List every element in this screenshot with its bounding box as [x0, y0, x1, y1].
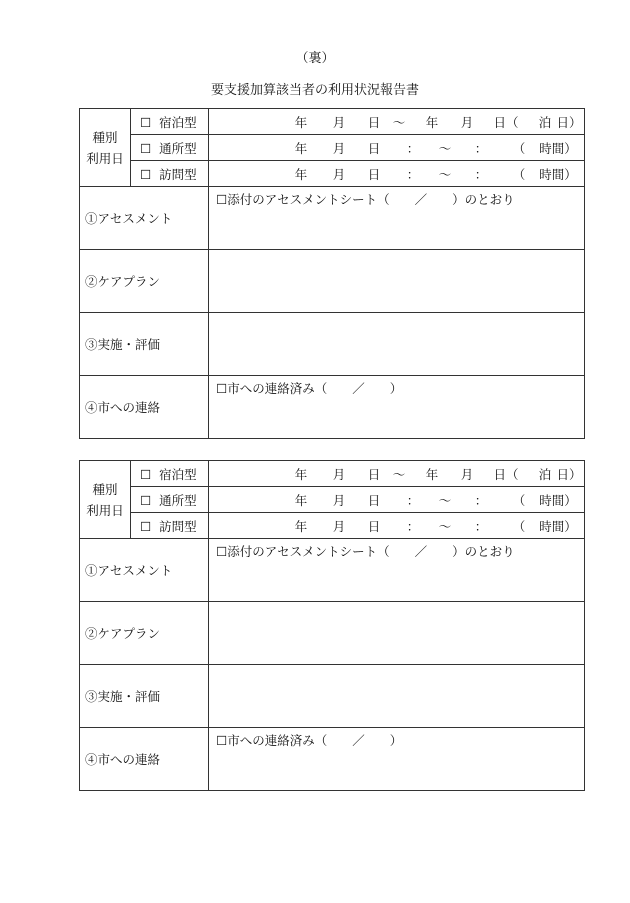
date-token: ：	[474, 166, 488, 182]
city-contact-field[interactable]	[209, 728, 585, 791]
date-token: 年	[294, 166, 308, 182]
daycare-row	[80, 487, 585, 513]
date-token: （	[512, 518, 526, 534]
evaluation-field[interactable]	[209, 665, 585, 728]
visit-row	[80, 513, 585, 539]
lodging-row	[80, 461, 585, 487]
date-token: 時間）	[539, 492, 577, 508]
category-label-type: 種別	[92, 481, 118, 497]
city-contact-note[interactable]: ☐市への連絡済み（ ／ ）	[216, 733, 403, 748]
date-token: ：	[406, 518, 420, 534]
type-daycare	[131, 487, 209, 513]
lodging-row	[80, 109, 585, 135]
date-token: 時間）	[539, 518, 577, 534]
assessment-field[interactable]	[209, 539, 585, 602]
date-token: 年	[425, 466, 439, 482]
careplan-field[interactable]	[209, 602, 585, 665]
date-token: ～	[438, 140, 452, 156]
date-token: 日）	[556, 466, 582, 482]
date-token: 月	[332, 518, 346, 534]
date-token: 日	[367, 166, 381, 182]
evaluation-label: ③実施・評価	[80, 665, 209, 728]
category-header	[80, 461, 131, 539]
evaluation-field[interactable]	[209, 313, 585, 376]
date-token: 月	[460, 466, 474, 482]
city-contact-label: ④市への連絡	[80, 728, 209, 791]
date-token: 泊	[538, 114, 552, 130]
date-token: ：	[406, 492, 420, 508]
date-token: ：	[406, 140, 420, 156]
date-token: 月	[332, 140, 346, 156]
city-contact-note[interactable]: ☐市への連絡済み（ ／ ）	[216, 381, 403, 396]
careplan-label: ②ケアプラン	[80, 602, 209, 665]
assessment-note[interactable]: ☐添付のアセスメントシート（ ／ ）のとおり	[216, 544, 515, 559]
date-token: 日）	[556, 114, 582, 130]
assessment-label: ①アセスメント	[80, 187, 209, 250]
date-token: 泊	[538, 466, 552, 482]
careplan-label: ②ケアプラン	[80, 250, 209, 313]
type-label-visit: 訪問型	[159, 166, 197, 182]
date-token: （	[512, 140, 526, 156]
date-token: 月	[332, 166, 346, 182]
type-lodging	[131, 461, 209, 487]
visit-row	[80, 161, 585, 187]
category-label-type: 種別	[92, 129, 118, 145]
report-form-1	[79, 108, 585, 439]
date-token: 年	[294, 140, 308, 156]
page-side-label: （裏）	[295, 51, 335, 66]
date-token: 時間）	[539, 166, 577, 182]
date-token: ～	[438, 492, 452, 508]
daycare-row	[80, 135, 585, 161]
date-token: ：	[406, 166, 420, 182]
checkbox-lodging[interactable]: ☐	[140, 114, 152, 130]
date-token: ：	[474, 140, 488, 156]
date-token: 年	[294, 466, 308, 482]
category-header	[80, 109, 131, 187]
type-label-lodging: 宿泊型	[159, 466, 197, 482]
date-range-daycare[interactable]	[209, 135, 585, 161]
type-label-daycare: 通所型	[159, 140, 197, 156]
careplan-row	[80, 250, 585, 313]
date-token: ～	[392, 114, 406, 130]
careplan-row	[80, 602, 585, 665]
date-token: 月	[332, 114, 346, 130]
date-token: 日	[367, 140, 381, 156]
date-token: 年	[294, 492, 308, 508]
date-token: 日	[367, 466, 381, 482]
document-title: 要支援加算該当者の利用状況報告書	[210, 83, 419, 98]
type-label-daycare: 通所型	[159, 492, 197, 508]
evaluation-row	[80, 313, 585, 376]
date-range-lodging[interactable]	[209, 109, 585, 135]
checkbox-visit[interactable]: ☐	[140, 518, 152, 534]
date-token: 年	[425, 114, 439, 130]
date-token: ～	[392, 466, 406, 482]
date-token: ：	[474, 518, 488, 534]
date-token: 月	[332, 492, 346, 508]
checkbox-visit[interactable]: ☐	[140, 166, 152, 182]
type-visit	[131, 513, 209, 539]
date-range-visit[interactable]	[209, 513, 585, 539]
date-token: 日	[367, 492, 381, 508]
careplan-field[interactable]	[209, 250, 585, 313]
evaluation-label: ③実施・評価	[80, 313, 209, 376]
assessment-note[interactable]: ☐添付のアセスメントシート（ ／ ）のとおり	[216, 192, 515, 207]
date-range-visit[interactable]	[209, 161, 585, 187]
date-token: 時間）	[539, 140, 577, 156]
type-visit	[131, 161, 209, 187]
checkbox-daycare[interactable]: ☐	[140, 492, 152, 508]
date-token: 日	[367, 114, 381, 130]
date-range-daycare[interactable]	[209, 487, 585, 513]
assessment-field[interactable]	[209, 187, 585, 250]
category-label-date: 利用日	[86, 150, 124, 166]
date-token: ～	[438, 518, 452, 534]
type-daycare	[131, 135, 209, 161]
report-form-2	[79, 460, 585, 791]
type-label-lodging: 宿泊型	[159, 114, 197, 130]
city-contact-row	[80, 728, 585, 791]
assessment-row	[80, 187, 585, 250]
date-token: 日（	[493, 114, 519, 130]
city-contact-label: ④市への連絡	[80, 376, 209, 439]
category-label-date: 利用日	[86, 502, 124, 518]
assessment-row	[80, 539, 585, 602]
assessment-label: ①アセスメント	[80, 539, 209, 602]
date-token: （	[512, 166, 526, 182]
evaluation-row	[80, 665, 585, 728]
city-contact-field[interactable]	[209, 376, 585, 439]
date-token: 年	[294, 518, 308, 534]
type-label-visit: 訪問型	[159, 518, 197, 534]
city-contact-row	[80, 376, 585, 439]
date-token: 月	[460, 114, 474, 130]
checkbox-lodging[interactable]: ☐	[140, 466, 152, 482]
date-token: ：	[474, 492, 488, 508]
type-lodging	[131, 109, 209, 135]
date-range-lodging[interactable]	[209, 461, 585, 487]
date-token: 日（	[493, 466, 519, 482]
date-token: （	[512, 492, 526, 508]
checkbox-daycare[interactable]: ☐	[140, 140, 152, 156]
date-token: 年	[294, 114, 308, 130]
date-token: 月	[332, 466, 346, 482]
date-token: 日	[367, 518, 381, 534]
date-token: ～	[438, 166, 452, 182]
